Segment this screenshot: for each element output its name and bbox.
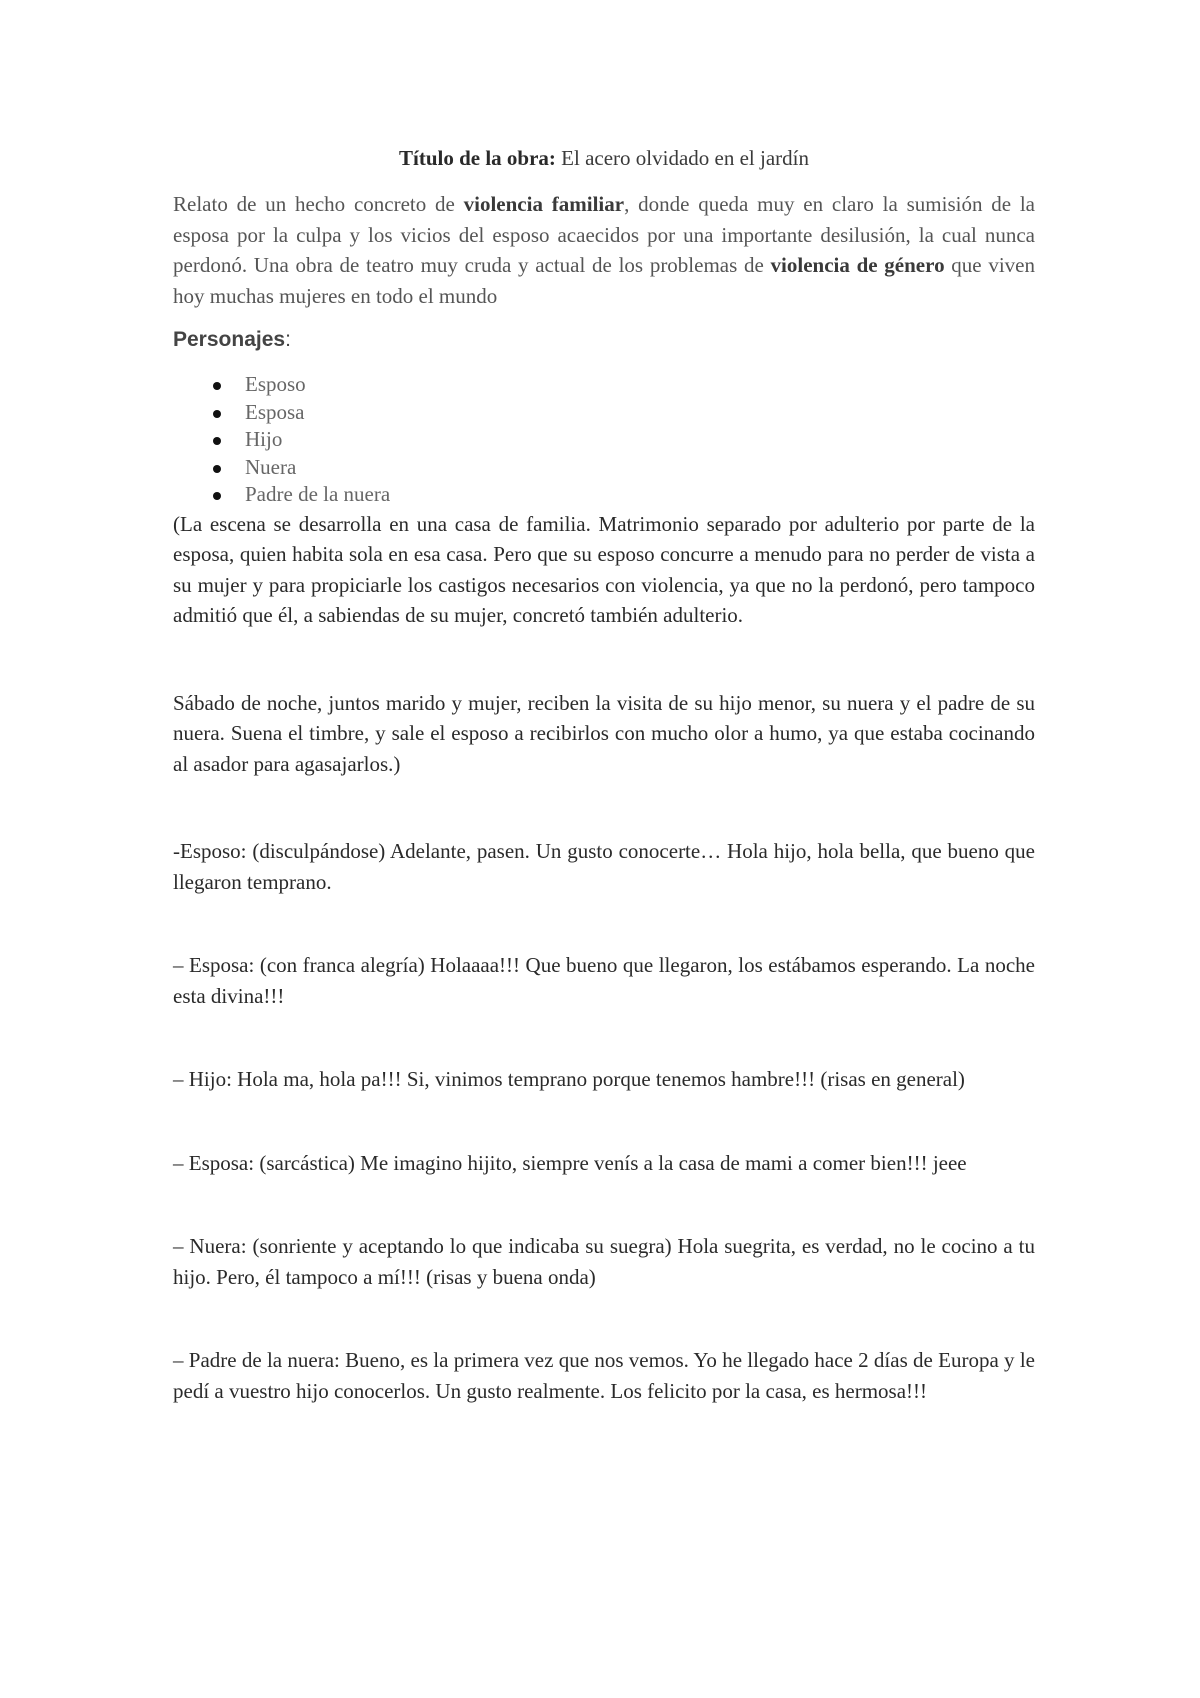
paragraph-spacer bbox=[173, 1095, 1035, 1148]
list-item bbox=[173, 399, 1035, 427]
bullet-icon bbox=[213, 492, 221, 500]
dialogue-line: – Esposa: (sarcástica) Me imagino hijito, siempre venís a la casa de mami a comer bien!!! jeee bbox=[173, 1150, 967, 1175]
dialogue-line: – Esposa: (con franca alegría) Holaaaa!!! Que bueno que llegaron, los estábamos esperando. La noche esta divina!!! bbox=[173, 953, 1035, 1008]
dialogue-line: – Nuera: (sonriente y aceptando lo que indicaba su suegra) Hola suegrita, es verdad, no le cocino a tu hijo. Pero, él tampoco a mí!!! (risas y buena onda) bbox=[173, 1234, 1035, 1289]
bullet-icon bbox=[213, 437, 221, 445]
intro-bold-2: violencia de género bbox=[770, 253, 945, 277]
characters-heading bbox=[173, 325, 1035, 355]
bullet-icon bbox=[213, 382, 221, 390]
intro-text-3: que viven hoy muchas mujeres en todo el mundo bbox=[173, 253, 1035, 308]
play-title-label: Título de la obra: bbox=[398, 146, 556, 170]
paragraph-spacer bbox=[173, 1011, 1035, 1064]
character-name: Esposo bbox=[245, 372, 306, 396]
list-item bbox=[173, 481, 1035, 509]
dialogue-line: – Hijo: Hola ma, hola pa!!! Si, vinimos temprano porque tenemos hambre!!! (risas en general) bbox=[173, 1067, 965, 1092]
stage-direction-paragraph: Sábado de noche, juntos marido y mujer, reciben la visita de su hijo menor, su nuera y el padre de su nuera. Suena el timbre, y sale el esposo a recibirlos con mucho olor a humo, ya que estaba cocinando al asador para agasajarlos.) bbox=[173, 690, 1035, 776]
paragraph-spacer bbox=[173, 897, 1035, 950]
dialogue-line: -Esposo: (disculpándose) Adelante, pasen. Un gusto conocerte… Hola hijo, hola bella, que bueno que llegaron temprano. bbox=[173, 839, 1035, 894]
characters-heading-colon: : bbox=[285, 328, 291, 351]
document-body bbox=[173, 143, 1035, 1406]
paragraph-spacer bbox=[173, 631, 1035, 688]
list-item bbox=[173, 426, 1035, 454]
play-title-text: El acero olvidado en el jardín bbox=[561, 146, 809, 170]
stage-direction-paragraph: (La escena se desarrolla en una casa de familia. Matrimonio separado por adulterio por parte de la esposa, quien habita sola en esa casa. Pero que su esposo concurre a menudo para no perder de vista a su mujer y para propiciarle los castigos necesarios con violencia, ya que no la perdonó, pero tampoco admitió que él, a sabiendas de su mujer, concretó también adulterio. bbox=[173, 511, 1035, 628]
dialogue-line: – Padre de la nuera: Bueno, es la primera vez que nos vemos. Yo he llegado hace 2 días de Europa y le pedí a vuestro hijo conocerlos. Un gusto realmente. Los felicito por la casa, es hermosa!!! bbox=[173, 1348, 1035, 1403]
characters-heading-text: Personajes bbox=[173, 328, 286, 351]
list-item bbox=[173, 454, 1035, 482]
character-name: Hijo bbox=[245, 427, 283, 452]
play-title bbox=[173, 143, 1035, 173]
bullet-icon bbox=[213, 410, 221, 418]
intro-text-1: Relato de un hecho concreto de bbox=[173, 192, 464, 216]
intro-bold-1: violencia familiar bbox=[463, 192, 625, 216]
bullet-icon bbox=[213, 465, 221, 473]
intro-paragraph bbox=[173, 189, 1035, 311]
character-name: Padre de la nuera bbox=[245, 482, 391, 507]
character-name: Esposa bbox=[245, 399, 305, 424]
paragraph-spacer bbox=[173, 779, 1035, 836]
character-name: Nuera bbox=[245, 454, 297, 479]
paragraph-spacer bbox=[173, 1178, 1035, 1231]
paragraph-spacer bbox=[173, 1292, 1035, 1345]
list-item bbox=[173, 371, 1035, 399]
intro-text-2: , donde queda muy en claro la sumisión de la esposa por la culpa y los vicios del esposo acaecidos por una importante desilusión, la cual nunca perdonó. Una obra de teatro muy cruda y actual de los problemas de bbox=[173, 192, 1036, 277]
characters-list bbox=[173, 371, 1035, 509]
